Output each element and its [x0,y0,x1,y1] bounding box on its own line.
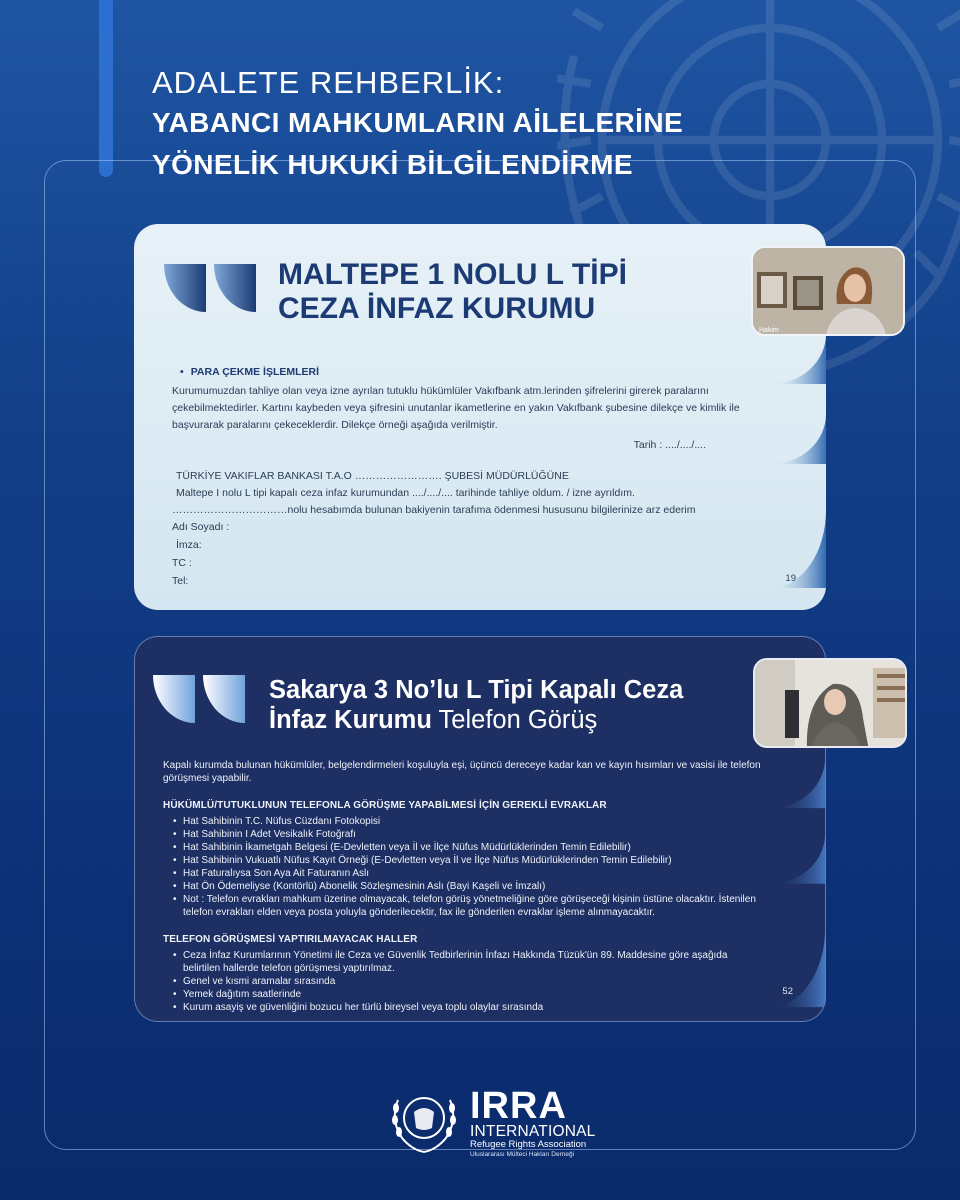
list-item: • Hat Sahibinin İkametgah Belgesi (E-Devletten veya İl ve İlçe Nüfus Müdürlüklerinden Temin Edilebilir) [173,841,763,854]
paragraph-line: Kurumumuzdan tahliye olan veya izne ayrılan tutuklu hükümlüler Vakıfbank atm.lerinden şifrelerini girerek paralarını [172,385,709,397]
person-avatar-icon [753,248,905,336]
logo-international: INTERNATIONAL [470,1123,596,1140]
date-field: Tarih : ..../..../.... [633,439,706,451]
list-item: • Hat Sahibinin T.C. Nüfus Cüzdanı Fotokopisi [173,815,763,828]
list-item: • Hat Sahibinin Vukuatlı Nüfus Kayıt Örneği (E-Devletten veya İl ve İlçe Nüfus Müdürlüklerinden Temin Edilebilir) [173,854,763,867]
slide2-body [163,759,763,1014]
slide-maltepe [134,224,826,610]
logo-text [470,1085,596,1159]
header-title-line1: ADALETE REHBERLİK: [152,65,505,100]
bullet-title: • PARA ÇEKME İŞLEMLERİ [180,364,772,381]
intro-text: Kapalı kurumda bulunan hükümlüler, belgelendirmeleri koşuluyla eşi, üçüncü dereceye kadar kan ve kayın hısımları ve vasisi ile telefon görüşmesi yapabilir. [163,760,761,784]
webcam-feed-speaker-1 [751,246,905,336]
form-line: Adı Soyadı : [172,521,230,533]
letter-line: Maltepe I nolu L tipi kapalı ceza infaz kurumundan ..../..../.... tarihinde tahliye oldum. / izne ayrıldım. [176,487,635,499]
webcam-feed-speaker-2 [753,658,907,748]
section-title: TELEFON GÖRÜŞMESİ YAPTIRILMAYACAK HALLER [163,934,418,945]
slide2-title-line1: Sakarya 3 No’lu L Tipi Kapalı Ceza [269,676,684,704]
list-item: • Yemek dağıtım saatlerinde [173,988,763,1001]
list-item: • Ceza İnfaz Kurumlarının Yönetimi ile Ceza ve Güvenlik Tedbirlerinin İnfazı Hakkında Tüzük'ün 89. Maddesine göre aşağıda belirtilen hallerde telefon görüşmesi yaptırılmaz. [173,949,763,975]
quote-mark-icon [164,264,260,312]
slide1-title [278,258,718,326]
slide1-body [172,364,772,591]
list-item: • Genel ve kısmi aramalar sırasında [173,975,763,988]
list-item: • Hat Sahibinin I Adet Vesikalık Fotoğrafı [173,828,763,841]
restrictions-list [163,949,763,1014]
list-item: • Hat Ön Ödemeliyse (Kontörlü) Abonelik Sözleşmesinin Aslı (Bayi Kaşeli ve İmzalı) [173,880,763,893]
paragraph-line: çekebilmektedirler. Kartını kaybeden veya şifresini unutanlar ikametlerine en yakın Vakıfbank şubesine dilekçe ve kimlik ile [172,402,740,414]
logo-subtitle: Refugee Rights Association [470,1139,587,1150]
logo-name: IRRA [470,1085,567,1127]
header-accent-bar [99,0,113,177]
person-avatar-icon [755,660,907,748]
quote-mark-icon [153,675,249,723]
requirements-list [163,815,763,919]
list-item: • Kurum asayiş ve güvenliğini bozucu her türlü bireysel veya toplu olaylar sırasında [173,1001,763,1014]
paragraph-line: başvurarak paralarını çekeceklerdir. Dilekçe örneği aşağıda verilmiştir. [172,419,498,431]
form-line: Tel: [172,575,189,587]
form-line: İmza: [176,539,202,551]
un-globe-laurel-icon [384,1086,464,1156]
slide1-title-line1: MALTEPE 1 NOLU L TİPİ [278,258,627,291]
header-title-line2: YABANCI MAHKUMLARIN AİLELERİNE [152,107,684,138]
form-line: TC : [172,557,192,569]
list-item: • Not : Telefon evrakları mahkum üzerine olmayacak, telefon görüş yönetmeliğine göre görüşeceği kişinin üstüne olacaktır. İstenilen telefon evrakları elden veya posta yoluyla gönderilecektir, fax ile gönderilen evraklar işleme alınmayacaktır. [173,893,763,919]
slide2-title-light: Telefon Görüş [431,706,598,734]
slide1-title-line2: CEZA İNFAZ KURUMU [278,292,596,325]
page-number: 19 [785,573,796,584]
webcam-label: Hakim [759,327,779,334]
letter-line: TÜRKİYE VAKIFLAR BANKASI T.A.O ……………………. ŞUBESİ MÜDÜRLÜĞÜNE [176,470,569,482]
slide-sakarya [134,636,826,1022]
slide2-title-line2: İnfaz Kurumu [269,706,432,734]
page-number: 52 [782,986,793,997]
header-title-line3: YÖNELİK HUKUKİ BİLGİLENDİRME [152,149,633,180]
slide2-title [269,675,749,735]
section-title: HÜKÜMLÜ/TUTUKLUNUN TELEFONLA GÖRÜŞME YAPABİLMESİ İÇİN GEREKLİ EVRAKLAR [163,800,607,811]
logo-turkish-name: Uluslararası Mülteci Hakları Derneği [470,1151,575,1158]
irra-logo [384,1085,596,1158]
letter-line: ……………………………nolu hesabımda bulunan bakiyenin tarafıma ödenmesi hususunu bilgilerinize arz ederim [172,504,696,516]
page-header [152,64,683,186]
list-item: • Hat Faturalıysa Son Aya Ait Faturanın Aslı [173,867,763,880]
